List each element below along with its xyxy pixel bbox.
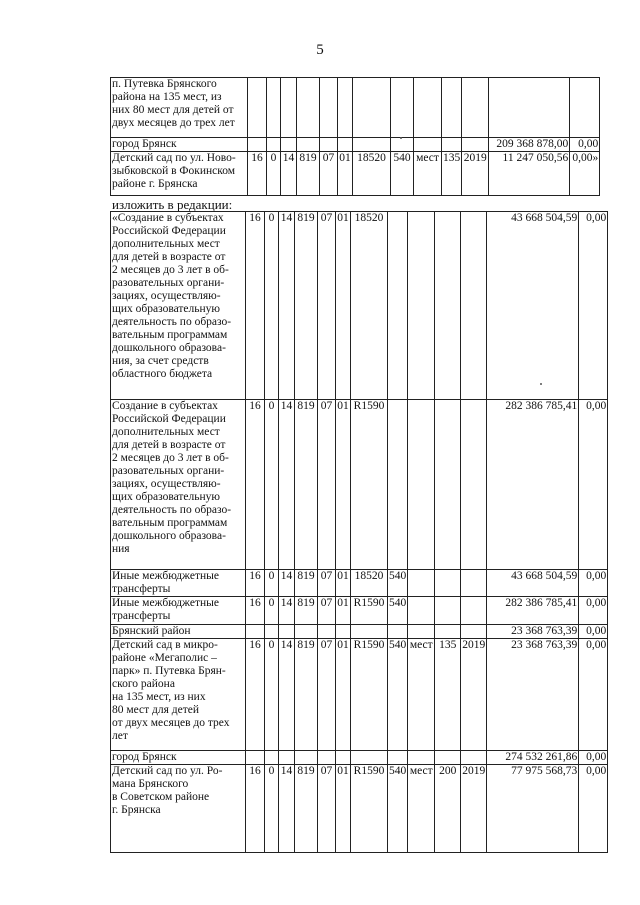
code-cell xyxy=(391,78,414,138)
code-cell xyxy=(246,625,265,639)
code-cell: 01 xyxy=(336,212,351,400)
code-cell xyxy=(351,625,388,639)
code-cell xyxy=(408,570,435,597)
code-cell xyxy=(442,138,462,152)
code-cell xyxy=(248,78,267,138)
extra-cell: 0,00 xyxy=(579,625,608,639)
extra-cell: 0,00 xyxy=(579,570,608,597)
amount-cell: 209 368 878,00 xyxy=(489,138,570,152)
code-cell: 819 xyxy=(295,400,318,570)
code-cell xyxy=(281,138,297,152)
code-cell: 0 xyxy=(267,152,281,196)
code-cell: R1590 xyxy=(351,639,388,751)
code-cell: 16 xyxy=(246,639,265,751)
code-cell xyxy=(461,400,487,570)
budget-table-before xyxy=(110,77,600,196)
code-cell xyxy=(295,625,318,639)
before-row xyxy=(111,138,600,152)
code-cell: 540 xyxy=(388,570,408,597)
code-cell xyxy=(435,400,461,570)
amount-cell: 43 668 504,59 xyxy=(487,570,579,597)
extra-cell: 0,00 xyxy=(579,765,608,853)
code-cell xyxy=(462,78,489,138)
code-cell xyxy=(414,138,442,152)
code-cell: 16 xyxy=(246,400,265,570)
after-row xyxy=(111,751,608,765)
code-cell: 07 xyxy=(318,639,336,751)
after-row xyxy=(111,570,608,597)
code-cell xyxy=(388,751,408,765)
row-name-cell: Детский сад по ул. Ново- зыбковской в Фокинском районе г. Брянска xyxy=(111,152,248,196)
code-cell: 0 xyxy=(265,570,279,597)
edit-caption: изложить в редакции: xyxy=(112,197,233,212)
code-cell xyxy=(297,78,320,138)
code-cell: 01 xyxy=(336,639,351,751)
code-cell xyxy=(435,212,461,400)
code-cell xyxy=(281,78,297,138)
row-name-cell: город Брянск xyxy=(111,751,246,765)
extra-cell: 0,00 xyxy=(579,639,608,751)
code-cell: мест xyxy=(408,765,435,853)
after-row xyxy=(111,212,608,400)
code-cell: 819 xyxy=(295,765,318,853)
amount-cell: 282 386 785,41 xyxy=(487,400,579,570)
code-cell: 14 xyxy=(279,570,295,597)
code-cell xyxy=(442,78,462,138)
code-cell xyxy=(336,625,351,639)
code-cell: мест xyxy=(408,639,435,751)
code-cell: 540 xyxy=(391,152,414,196)
code-cell xyxy=(391,138,414,152)
code-cell: 16 xyxy=(246,212,265,400)
code-cell: 07 xyxy=(318,570,336,597)
code-cell xyxy=(265,625,279,639)
code-cell: 2019 xyxy=(462,152,489,196)
code-cell: 07 xyxy=(318,765,336,853)
code-cell: 540 xyxy=(388,639,408,751)
after-row xyxy=(111,765,608,853)
amount-cell: 77 975 568,73 xyxy=(487,765,579,853)
code-cell xyxy=(462,138,489,152)
after-row xyxy=(111,597,608,625)
code-cell xyxy=(408,597,435,625)
code-cell xyxy=(388,400,408,570)
code-cell xyxy=(267,138,281,152)
code-cell: 819 xyxy=(295,597,318,625)
code-cell xyxy=(295,751,318,765)
extra-cell: 0,00 xyxy=(579,212,608,400)
amount-cell xyxy=(489,78,570,138)
code-cell xyxy=(351,751,388,765)
code-cell xyxy=(279,751,295,765)
code-cell: 07 xyxy=(318,212,336,400)
code-cell xyxy=(388,212,408,400)
code-cell: 200 xyxy=(435,765,461,853)
code-cell: 18520 xyxy=(353,152,391,196)
page-number: 5 xyxy=(316,42,324,58)
code-cell xyxy=(267,78,281,138)
code-cell xyxy=(435,570,461,597)
code-cell xyxy=(461,597,487,625)
code-cell xyxy=(336,751,351,765)
code-cell: 819 xyxy=(295,212,318,400)
row-name-cell: Иные межбюджетные трансферты xyxy=(111,597,246,625)
code-cell xyxy=(461,625,487,639)
code-cell: 819 xyxy=(295,570,318,597)
code-cell xyxy=(353,78,391,138)
code-cell: 16 xyxy=(246,597,265,625)
code-cell xyxy=(338,138,353,152)
extra-cell: 0,00 xyxy=(579,400,608,570)
code-cell xyxy=(318,625,336,639)
code-cell: мест xyxy=(414,152,442,196)
code-cell: 540 xyxy=(388,765,408,853)
code-cell xyxy=(297,138,320,152)
code-cell xyxy=(408,212,435,400)
code-cell xyxy=(408,400,435,570)
code-cell: 135 xyxy=(442,152,462,196)
extra-cell: 0,00 xyxy=(570,138,600,152)
code-cell xyxy=(318,751,336,765)
code-cell: 07 xyxy=(320,152,338,196)
code-cell: 14 xyxy=(279,765,295,853)
code-cell xyxy=(461,751,487,765)
amount-cell: 274 532 261,86 xyxy=(487,751,579,765)
code-cell xyxy=(435,625,461,639)
code-cell xyxy=(461,570,487,597)
code-cell: 819 xyxy=(297,152,320,196)
after-row xyxy=(111,639,608,751)
code-cell xyxy=(248,138,267,152)
code-cell xyxy=(414,78,442,138)
code-cell: 14 xyxy=(279,597,295,625)
budget-table-after xyxy=(110,211,608,853)
amount-cell: 282 386 785,41 xyxy=(487,597,579,625)
code-cell: 135 xyxy=(435,639,461,751)
extra-cell: 0,00 xyxy=(579,751,608,765)
amount-cell: 23 368 763,39 xyxy=(487,625,579,639)
code-cell: 0 xyxy=(265,639,279,751)
row-name-cell: п. Путевка Брянского района на 135 мест, из них 80 мест для детей от двух месяцев до трех лет xyxy=(111,78,248,138)
code-cell: 16 xyxy=(246,570,265,597)
code-cell: 07 xyxy=(318,597,336,625)
code-cell: 16 xyxy=(246,765,265,853)
code-cell: 14 xyxy=(279,639,295,751)
code-cell xyxy=(246,751,265,765)
row-name-cell: «Создание в субъектах Российской Федерации дополнительных мест для детей в возрасте от 2 месяцев до 3 лет в об- разовательных органи- зациях, осуществляю- щих образовательную деятельность по образо- вательным программам дошкольного образова- ния, за счет средств областного бюджета xyxy=(111,212,246,400)
row-name-cell: Детский сад в микро- районе «Мегаполис – парк» п. Путевка Брян- ского района на 135 мест, из них 80 мест для детей от двух месяцев до трех лет xyxy=(111,639,246,751)
after-row xyxy=(111,400,608,570)
code-cell xyxy=(388,625,408,639)
code-cell: 14 xyxy=(281,152,297,196)
code-cell xyxy=(265,751,279,765)
code-cell: 0 xyxy=(265,400,279,570)
extra-cell xyxy=(570,78,600,138)
row-name-cell: Создание в субъектах Российской Федерации дополнительных мест для детей в возрасте от 2 месяцев до 3 лет в об- разовательных органи- зациях, осуществляю- щих образовательную деятельность по образо- вательным программам дошкольного образова- ния xyxy=(111,400,246,570)
after-row xyxy=(111,625,608,639)
code-cell: 14 xyxy=(279,212,295,400)
before-row xyxy=(111,78,600,138)
code-cell xyxy=(338,78,353,138)
before-row xyxy=(111,152,600,196)
row-name-cell: город Брянск xyxy=(111,138,248,152)
code-cell: 16 xyxy=(248,152,267,196)
code-cell: 07 xyxy=(318,400,336,570)
scan-speck xyxy=(400,137,402,139)
code-cell: R1590 xyxy=(351,400,388,570)
extra-cell: 0,00» xyxy=(570,152,600,196)
code-cell: 2019 xyxy=(461,765,487,853)
row-name-cell: Иные межбюджетные трансферты xyxy=(111,570,246,597)
code-cell: 819 xyxy=(295,639,318,751)
extra-cell: 0,00 xyxy=(579,597,608,625)
amount-cell: 23 368 763,39 xyxy=(487,639,579,751)
code-cell: 0 xyxy=(265,212,279,400)
amount-cell: 11 247 050,56 xyxy=(489,152,570,196)
amount-cell: 43 668 504,59 xyxy=(487,212,579,400)
code-cell: 2019 xyxy=(461,639,487,751)
code-cell xyxy=(353,138,391,152)
code-cell: 01 xyxy=(338,152,353,196)
code-cell: 0 xyxy=(265,597,279,625)
code-cell: 540 xyxy=(388,597,408,625)
code-cell: 0 xyxy=(265,765,279,853)
code-cell: 01 xyxy=(336,765,351,853)
code-cell: R1590 xyxy=(351,597,388,625)
code-cell: 18520 xyxy=(351,570,388,597)
code-cell xyxy=(320,138,338,152)
code-cell xyxy=(320,78,338,138)
code-cell xyxy=(461,212,487,400)
code-cell xyxy=(435,751,461,765)
code-cell xyxy=(408,625,435,639)
code-cell: 01 xyxy=(336,570,351,597)
row-name-cell: Брянский район xyxy=(111,625,246,639)
code-cell: 18520 xyxy=(351,212,388,400)
code-cell: 01 xyxy=(336,400,351,570)
code-cell xyxy=(279,625,295,639)
code-cell: 14 xyxy=(279,400,295,570)
row-name-cell: Детский сад по ул. Ро- мана Брянского в Советском районе г. Брянска xyxy=(111,765,246,853)
code-cell: R1590 xyxy=(351,765,388,853)
code-cell: 01 xyxy=(336,597,351,625)
scan-speck xyxy=(540,383,542,385)
code-cell xyxy=(408,751,435,765)
code-cell xyxy=(435,597,461,625)
